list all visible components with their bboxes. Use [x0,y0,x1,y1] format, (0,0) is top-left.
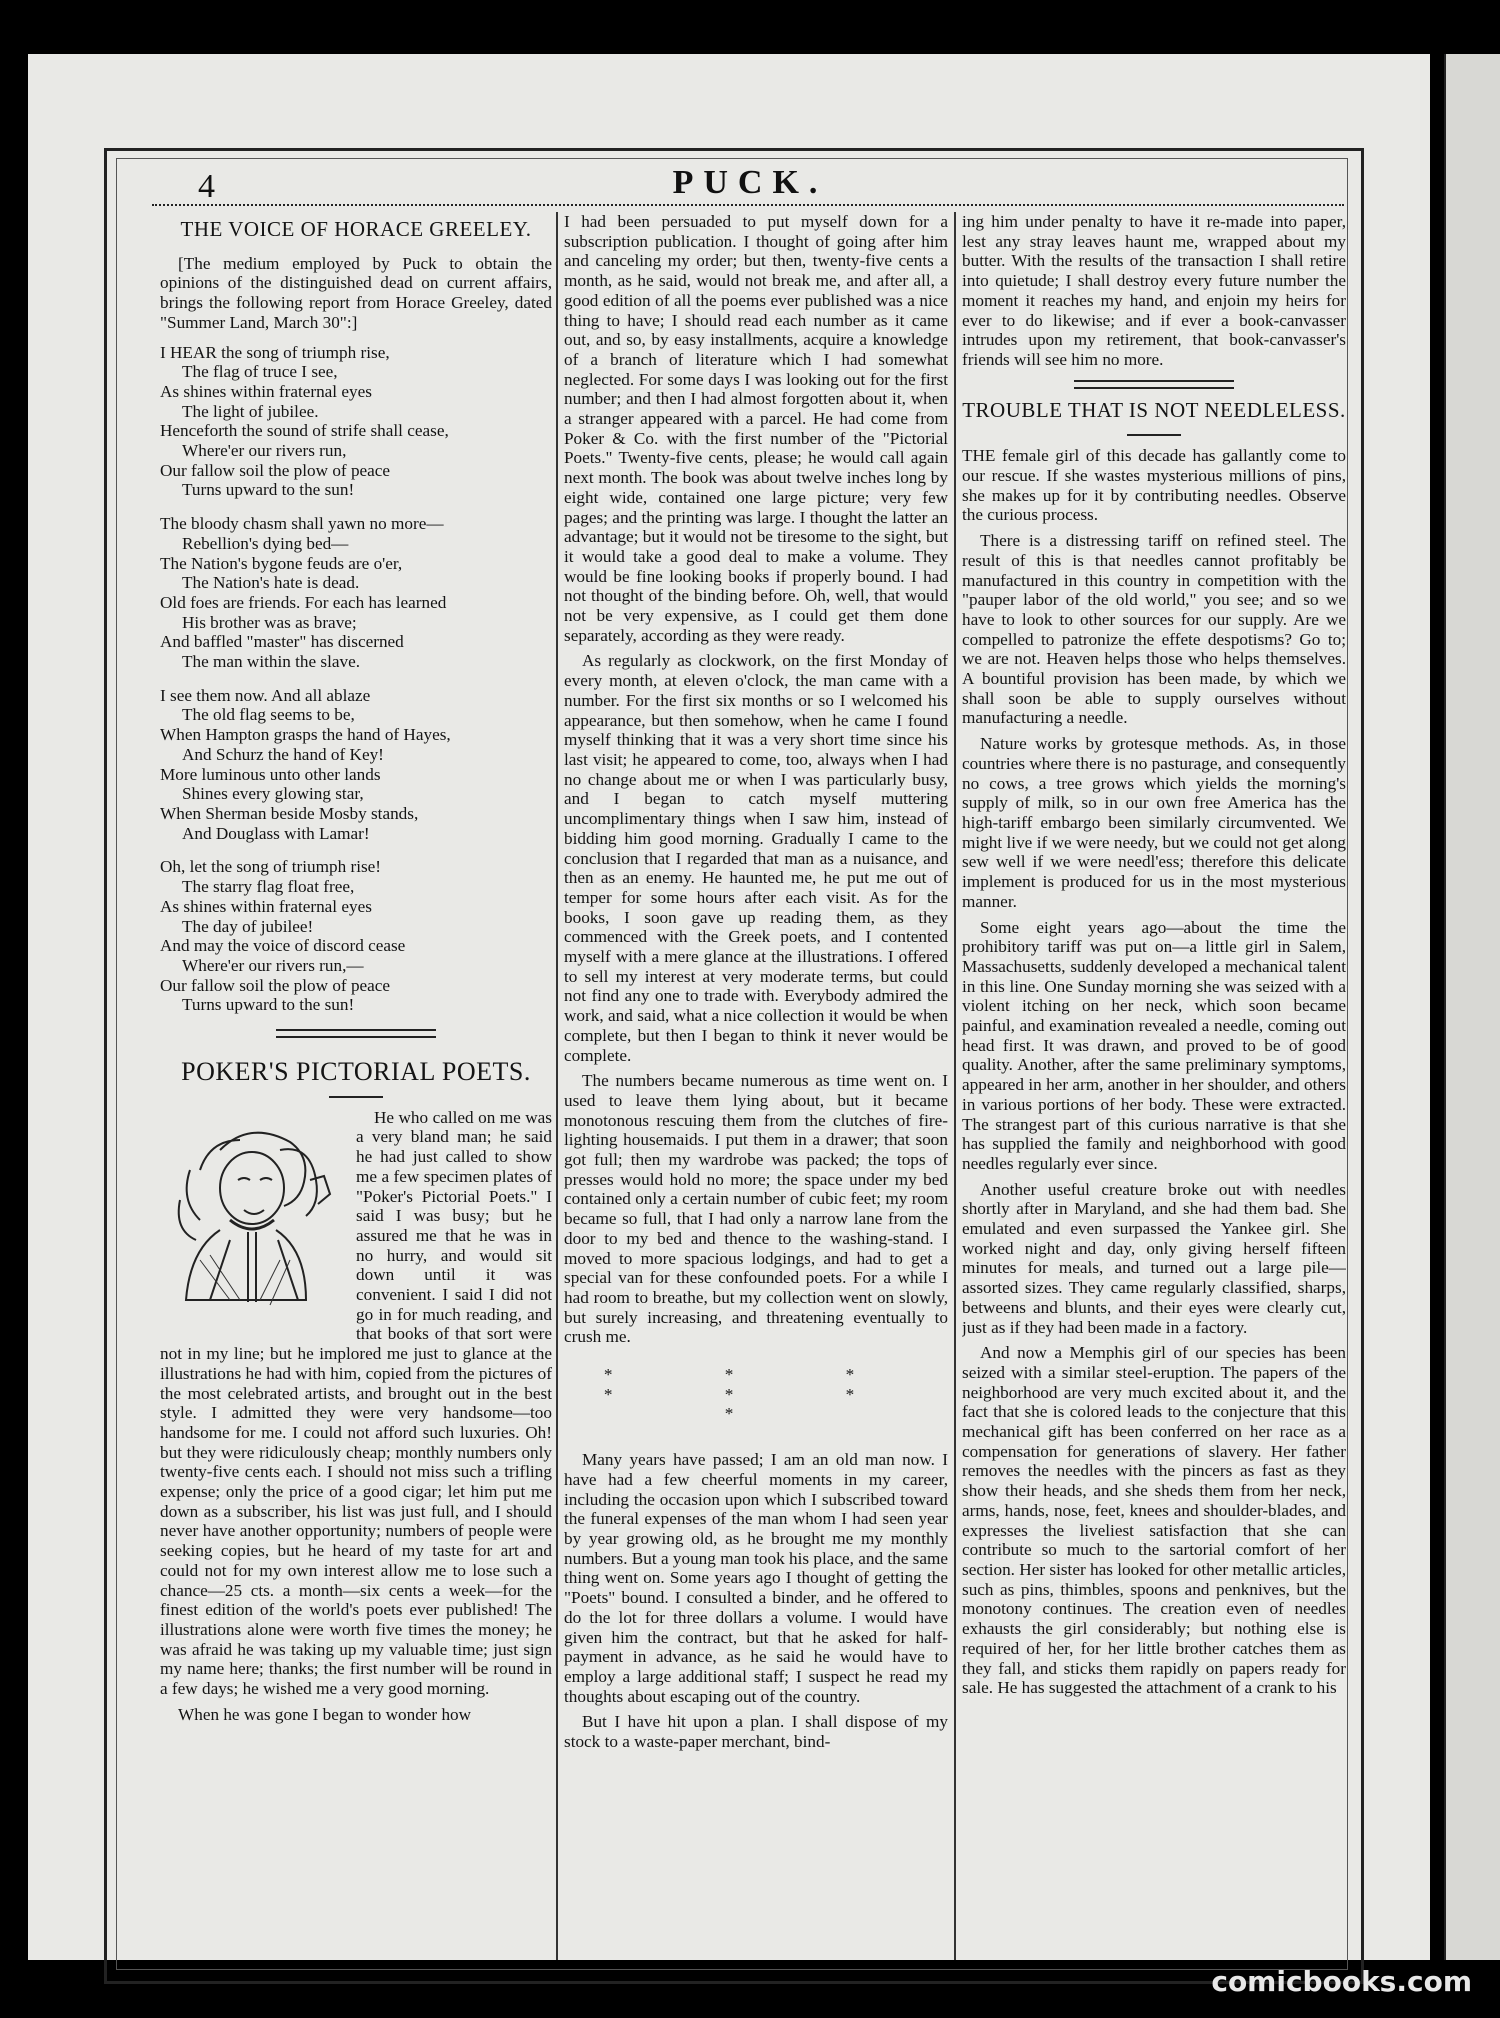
poem-line: Oh, let the song of triumph rise! [160,857,382,877]
trouble-paragraph-6: And now a Memphis girl of our species has been seized with a similar steel-eruption. The papers of the neighborhood are very much excited about it, and the fact that she is colored leads to the conjecture that this mechanical gift has been conferred on her race as a compensation for generations of slavery. Her father removes the needles with the pincers as fast as they show their heads, and she sheds them from her neck, arms, hands, nose, feet, knees and shoulder-blades, and expresses the liveliest satisfaction that she can contribute so much to the sartorial comfort of her section. Her sister has looked for other metallic articles, such as pins, thimbles, spoons and penknives, but the monotony continues. The creation even of needles exhausts the girl considerably; but nothing else is required of her, for her little brother catches them as they fall, and sticks them rapidly on papers ready for sale. He has suggested the attachment of a crank to his [962,1343,1346,1698]
poem-line: And Schurz the hand of Key! [182,744,384,764]
article-title-greeley: THE VOICE OF HORACE GREELEY. [180,217,532,241]
poker-paragraph-4: As regularly as clockwork, on the first Monday of every month, at eleven o'clock, the man came with a number. For the first six months or so I welcomed his appearance, but then somehow, when he came I found myself thinking that it was a very short time since his last visit; he appeared to come, too, always when I had no change about me or when I was particularly busy, and I began to catch myself muttering uncomplimentary things when I saw him, instead of bidding him good morning. Gradually I came to the conclusion that I regarded that man as a nuisance, and then as an enemy. He haunted me, he put me out of temper for some hours after each visit. As for the books, I soon gave up reading them, as they commenced with the Greek poets, and I contented myself with a mere glance at the illustrations. I offered to sell my interest at very moderate terms, but could not find any one to trade with. Everybody admired the work, and said, what a nice collection it would be when complete, but then I began to think it never would be complete. [564,651,948,1065]
poem-line: I see them now. And all ablaze [160,685,371,705]
poem-stanza-2 [160,514,552,672]
title-rule [1127,434,1181,436]
poker-paragraph-2: When he was gone I began to wonder how [178,1704,472,1724]
page-number: 4 [198,168,215,205]
article-title-poker: POKER'S PICTORIAL POETS. [181,1057,531,1087]
poem-line: I HEAR the song of triumph rise, [160,342,390,362]
poem-line: As shines within fraternal eyes [160,381,372,401]
poker-paragraph-6: Many years have passed; I am an old man now. I have had a few cheerful moments in my career, including the occasion upon which I subscribed toward the funeral expenses of the man whom I had seen year by year growing old, as he brought me my monthly numbers. But a young man took his place, and the same thing went on. Some years ago I thought of getting the "Poets" bound. I consulted a binder, and he offered to do the lot for three dollars a volume. I would have given him the contract, but that he asked for half-payment in advance, as he said he would have to employ a large additional staff; I suspect he read my thoughts about escaping out of the country. [564,1450,948,1706]
poem-line: His brother was as brave; [182,612,357,632]
poem-stanza-3 [160,686,552,844]
poem-line: The day of jubilee! [182,916,314,936]
poem-line: The starry flag float free, [182,877,355,897]
poem-line: The man within the slave. [182,652,361,672]
poem-stanza-1 [160,343,552,501]
poem-line: Henceforth the sound of strife shall cease, [160,421,449,441]
poem-line: When Hampton grasps the hand of Hayes, [160,725,451,745]
greeley-intro: [The medium employed by Puck to obtain the opinions of the distinguished dead on current affairs, brings the following report from Horace Greeley, dated "Summer Land, March 30":] [160,253,552,332]
trouble-paragraph-2: There is a distressing tariff on refined steel. The result of this is that needles cannot profitably be manufactured in this country in competition with the "pauper labor of the old world," you see; and so we have to look to other sources for our supply. Are we compelled to patronize the effete despotisms? Go to; we are not. Heaven helps those who helps themselves. A bountiful provision has been made, by which we shall soon be able to supply ourselves without manufacturing a needle. [962,531,1346,728]
watermark: comicbooks.com [1211,1965,1472,1998]
poem-line: And baffled "master" has discerned [160,632,404,652]
man-holding-head-illustration [160,1110,348,1328]
column-3 [962,212,1346,1962]
poem-line: The flag of truce I see, [182,362,338,382]
masthead-title: PUCK. [672,164,828,201]
column-2 [564,212,948,1962]
next-page-edge [1444,54,1500,1960]
poem-line: Shines every glowing star, [182,784,364,804]
poem-line: The Nation's bygone feuds are o'er, [160,553,403,573]
poem-line: And may the voice of discord cease [160,936,406,956]
poem-line: Rebellion's dying bed— [182,533,349,553]
poem-line: And Douglass with Lamar! [182,823,370,843]
poker-paragraph-5: The numbers became numerous as time went on. I used to leave them lying about, but it became monotonous rescuing them from the clutches of fire-lighting housemaids. I put them in a drawer; that soon got full; then my wardrobe was packed; the tops of presses would hold no more; the space under my bed contained only a certain number of cubic feet; my room became so full, that I had only a narrow lane from the door to my bed and thence to the washing-stand. I moved to more spacious lodgings, and had to get a special van for these confounded poets. For a while I had room to breathe, but my collection went on slowly, but surely increasing, and threatening eventually to crush me. [564,1071,948,1347]
column-divider [954,212,956,1960]
poem-line: Turns upward to the sun! [182,995,355,1015]
poker-paragraph-3: I had been persuaded to put myself down for a subscription publication. I thought of going after him and canceling my order; but then, twenty-five cents a month, as he said, would not break me, and after all, a good edition of all the poems ever published was a nice thing to have; I should read each number as it came out, and so, by easy installments, acquire a knowledge of a branch of literature which I had somewhat neglected. For some days I was looking out for the first number; and then I had almost forgotten about it, when a stranger appeared with a parcel. He had come from Poker & Co. with the first number of the "Pictorial Poets." Twenty-five cents, please; he would call again next month. The book was about twelve inches long by eight wide, contained one large picture; very few pages; and the printing was large. I thought the latter an advantage; but it would not be tiresome to the sight, but it would take a good deal to make a volume. They would be fine looking books if properly bound. I had not thought of the binding before. Oh, well, that would not be very expensive, as I could get them done separately, according as they were ready. [564,212,948,645]
poker-paragraph-7: But I have hit upon a plan. I shall dispose of my stock to a waste-paper merchant, bind- [564,1712,948,1752]
trouble-paragraph-5: Another useful creature broke out with needles shortly after in Maryland, and she had them bad. She emulated and even surpassed the Yankee girl. She worked night and day, only giving herself fifteen minutes for meals, and turned out a large pile—assorted sizes. They came regularly classified, sharps, betweens and blunts, and their eyes were clearly cut, just as if they had been made in a factory. [962,1179,1346,1337]
poem-line: Old foes are friends. For each has learned [160,592,447,612]
section-double-rule [276,1029,436,1038]
section-break-stars: * * * * * * * [603,1365,909,1424]
article-title-trouble: TROUBLE THAT IS NOT NEEDLELESS. [962,397,1346,422]
poem-line: More luminous unto other lands [160,764,381,784]
poem-line: The old flag seems to be, [182,705,355,725]
poem-line: Our fallow soil the plow of peace [160,975,391,995]
trouble-paragraph-4: Some eight years ago—about the time the prohibitory tariff was put on—a little girl in Salem, Massachusetts, suddenly developed a mechanical talent in this line. One Sunday morning she was seized with a violent itching on her neck, which soon became painful, and examination revealed a needle, coming out head first. It was drawn, and proved to be of good quality. Another, after the same preliminary symptoms, appeared in her arm, another in her shoulder, and others in various portions of her body. These were extracted. The strangest part of this curious narrative is that she has supplied the family and neighborhood with good needles regularly ever since. [962,917,1346,1173]
poem-line: Where'er our rivers run, [182,441,347,461]
poker-paragraph-8: ing him under penalty to have it re-made into paper, lest any stray leaves haunt me, wrapped about my butter. With the results of the transaction I shall retire into quietude; I shall destroy every future number the moment it reaches my hand, and enjoin my heirs for ever to do likewise; and if ever a book-canvasser intrudes upon my retirement, that book-canvasser's friends will see him no more. [962,212,1346,369]
poem-stanza-4 [160,857,552,1015]
title-rule [329,1096,383,1098]
poem-line: Where'er our rivers run,— [182,955,364,975]
header-rule [152,204,1344,206]
poem-line: As shines within fraternal eyes [160,896,372,916]
section-double-rule [1074,380,1234,389]
poem-line: The Nation's hate is dead. [182,573,360,593]
poem-line: Our fallow soil the plow of peace [160,460,391,480]
column-1 [160,212,552,1962]
poem-line: The light of jubilee. [182,401,319,421]
trouble-paragraph-1: THE female girl of this decade has gallantly come to our rescue. If she wastes mysterious millions of pins, she makes up for it by contributing needles. Observe the curious process. [962,446,1346,525]
poem-line: The bloody chasm shall yawn no more— [160,514,444,534]
column-divider [556,212,558,1960]
poem-line: Turns upward to the sun! [182,480,355,500]
poker-paragraph-1: He who called on me was a very bland man; he said he had just called to show me a few specimen plates of "Poker's Pictorial Poets." I said I was busy; but he assured me that he was in no hurry, and would sit down until it was convenient. I said I did not go in for much reading, and that books of that sort were not in my line; but he implored me just to glance at the illustrations he had with him, copied from the pictures of the most celebrated artists, and brought out in the best style. I admitted they were very handsome—too handsome for me. I could not afford such luxuries. Oh! but they were ridiculously cheap; monthly numbers only twenty-five cents each. I should not miss such a trifling expense; only the price of a good cigar; let him put me down as a subscriber, his list was just full, and I should never have another opportunity; numbers of people were seeking copies, but he heard of my taste for art and could not for my own interest allow me to lose such a chance—25 cts. a month—six cents a week—for the finest edition of the world's poets ever published! The illustrations alone were worth five times the money; he was afraid he was taking up my valuable time; just sign my name here; thanks; the first number will be round in a few days; he wished me a very good morning. [160,1107,552,1699]
trouble-paragraph-3: Nature works by grotesque methods. As, in those countries where there is no pasturage, and consequently no cows, a tree grows which yields the morning's supply of milk, so in our own free America has the high-tariff embargo been similarly circumvented. We might live if we were needy, but we could not get along sew well if we were needl'ess; therefore this delicate implement is produced for us in the most mysterious manner. [962,734,1346,911]
poem-line: When Sherman beside Mosby stands, [160,803,419,823]
